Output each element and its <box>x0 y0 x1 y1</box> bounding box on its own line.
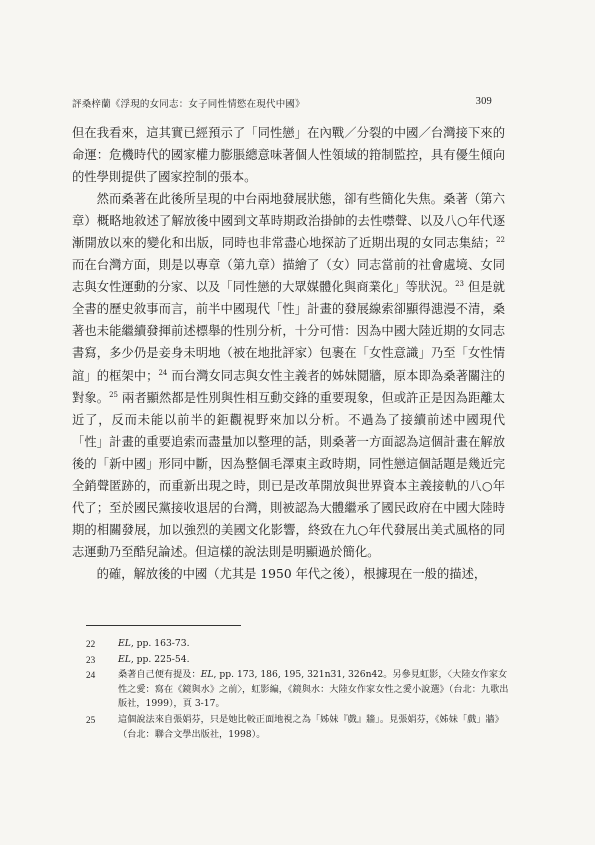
footnote <box>86 653 516 668</box>
footnote-text <box>118 653 516 668</box>
footnote-number: 24 <box>86 670 96 681</box>
body-paragraph <box>72 188 505 563</box>
paragraph-text: 而台灣女同志與女性主義者的姊妹鬩牆，原本即為桑著關注的對象。 <box>72 368 505 405</box>
footnote-text-segment: 這個說法來自張娟芬，只是她比較正面地視之為「姊妹『戲』牆」。見張娟芬，《姊妹「戲」牆》（台北：聯合文學出版社，1998）。 <box>118 713 504 740</box>
footnote <box>86 637 516 652</box>
paragraph-text: 而在台灣方面，則是以專章（第九章）描繪了（女）同志當前的社會處境、女同志與女性運動的分家、以及「同性戀的大眾媒體化與商業化」等狀況。 <box>72 258 505 295</box>
paragraph-text: 但在我看來，這其實已經預示了「同性戀」在內戰／分裂的中國／台灣接下來的命運：危機時代的國家權力膨脹總意味著個人性領域的箝制監控，具有優生傾向的性學則提供了國家控制的張本。 <box>72 126 505 185</box>
footnote-ref[interactable]: 25 <box>109 390 118 399</box>
paragraph-text: 的確，解放後的中國（尤其是 1950 年代之後），根據現在一般的描述， <box>96 566 487 581</box>
footnote-text-segment: , pp. 163-73. <box>130 638 190 649</box>
footnote-text-segment: , pp. 173, 186, 195, 321n31, 326n42。另參見虹影，〈大陸女作家女性之愛：寫在《鏡與水》之前〉，虹影編，《鏡與水：大陸女作家女性之愛小說選》（台北：九歌出版社，1999），頁 3-17。 <box>118 669 509 710</box>
body-text <box>72 122 505 585</box>
footnote-citation-abbrev: EL <box>118 653 131 665</box>
body-paragraph <box>72 563 505 585</box>
footnote-ref[interactable]: 24 <box>158 368 168 377</box>
footnote-citation-abbrev: EL <box>200 669 214 681</box>
page-number: 309 <box>475 96 492 107</box>
footnote-text <box>118 713 516 742</box>
footnote-text-segment: 桑著自己便有提及： <box>118 669 201 681</box>
footnote-ref[interactable]: 23 <box>455 280 464 289</box>
footnote-citation-abbrev: EL <box>118 638 131 649</box>
running-header <box>72 96 492 110</box>
paragraph-text: 但是就全書的歷史敘事而言，前半中國現代「性」計畫的發展線索卻顯得漶漫不清，桑著也未能繼續發揮前述標舉的性別分析，十分可惜：因為中國大陸近期的女同志書寫，多少仍是妾身未明地（被在地批評家）包裹在「女性意識」乃至「女性情誼」的框架中； <box>72 280 505 383</box>
paragraph-text: 然而桑著在此後所呈現的中台兩地發展狀態，卻有些簡化失焦。桑著（第六章）概略地敘述了解放後中國到文革時期政治掛帥的去性噤聲、以及八○年代逐漸開放以來的變化和出版，同時也非常盡心地探訪了近期出現的女同志集結； <box>72 192 505 251</box>
footnote-text-segment: , pp. 225-54. <box>130 653 190 665</box>
footnote-number: 23 <box>86 654 96 665</box>
footnote <box>86 713 516 742</box>
footnote-ref[interactable]: 22 <box>496 236 505 245</box>
paragraph-text: 兩者顯然都是性別與性相互動交鋒的重要現象，但或許正是因為距離太近了，反而未能以前半的鉅觀視野來加以分析。不過為了接續前述中國現代「性」計畫的重要追索而盡量加以整理的話，則桑著一方面認為這個計畫在解放後的「新中國」形同中斷，因為整個毛澤東主政時期，同性戀這個話題是幾近完全銷聲匿跡的，而重新出現之時，則已是改革開放與世界資本主義接軌的八○年代了；至於國民黨接收退居的台灣，則被認為大體繼承了國民政府在中國大陸時期的相關發展，加以強烈的美國文化影響，終致在九○年代發展出美式風格的同志運動乃至酷兒論述。但這樣的說法則是明顯過於簡化。 <box>72 390 505 559</box>
footnote-separator <box>86 625 241 626</box>
footnote-text <box>118 637 516 652</box>
footnote <box>86 668 516 712</box>
footnote-number: 25 <box>86 714 96 725</box>
footnotes <box>86 637 516 743</box>
footnote-text <box>118 668 516 712</box>
body-paragraph <box>72 122 505 188</box>
footnote-number: 22 <box>86 639 96 649</box>
running-title: 評桑梓蘭《浮現的女同志：女子同性情慾在現代中國》 <box>72 99 305 110</box>
